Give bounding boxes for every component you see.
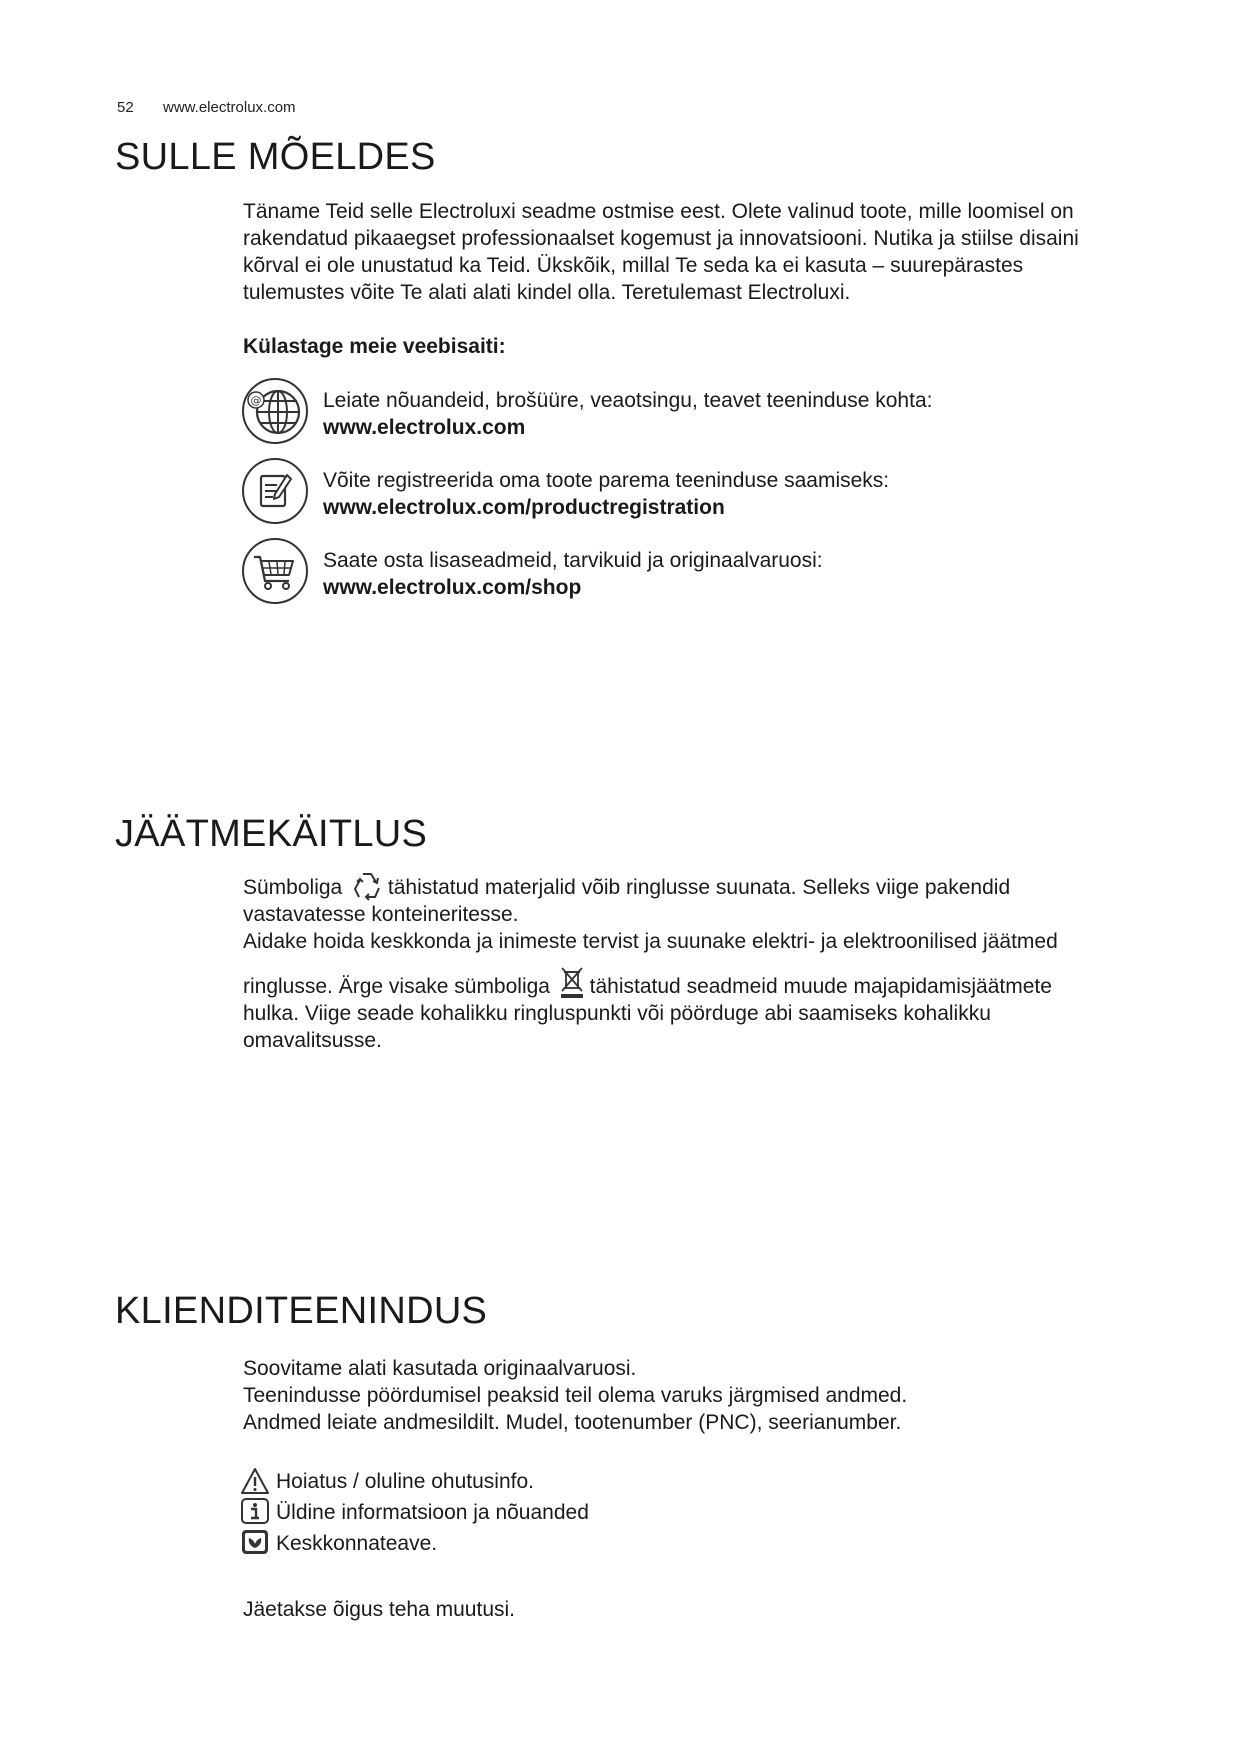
service-description: Leiate nõuandeid, brošüüre, veaotsingu, teavet teeninduse kohta: bbox=[323, 389, 933, 412]
svg-text:@: @ bbox=[250, 394, 262, 407]
service-row-shop bbox=[241, 537, 1141, 605]
waste-line bbox=[243, 869, 1058, 901]
waste-line bbox=[243, 966, 1058, 1000]
waste-paragraph bbox=[243, 869, 1058, 1054]
waste-text: ringlusse. Ärge visake sümboliga bbox=[243, 975, 550, 998]
customer-service-paragraph bbox=[243, 1355, 907, 1436]
intro-line: Täname Teid selle Electroluxi seadme ostmise eest. Olete valinud toote, mille loomisel on bbox=[243, 200, 1074, 223]
section-title-waste-disposal: JÄÄTMEKÄITLUS bbox=[115, 813, 428, 855]
registration-icon bbox=[241, 457, 309, 525]
service-text bbox=[323, 547, 823, 601]
waste-text: tähistatud seadmeid muude majapidamisjäätmete bbox=[589, 975, 1052, 998]
intro-line: rakendatud pikaaegset professionaalset kogemust ja innovatsiooni. Nutika ja stiilse disaini bbox=[243, 227, 1079, 250]
section-title-thinking-of-you: SULLE MÕELDES bbox=[115, 136, 436, 178]
shop-link[interactable]: www.electrolux.com/shop bbox=[323, 576, 582, 599]
visit-website-label: Külastage meie veebisaiti: bbox=[243, 335, 506, 358]
service-description: Võite registreerida oma toote parema teeninduse saamiseks: bbox=[323, 469, 890, 492]
waste-text: tähistatud materjalid võib ringlusse suunata. Selleks viige pakendid bbox=[387, 876, 1011, 899]
product-registration-link[interactable]: www.electrolux.com/productregistration bbox=[323, 496, 725, 519]
legend-text: Hoiatus / oluline ohutusinfo. bbox=[276, 1470, 534, 1493]
waste-line: vastavatesse konteineritesse. bbox=[243, 903, 519, 926]
service-line: Andmed leiate andmesildilt. Mudel, tootenumber (PNC), seerianumber. bbox=[243, 1411, 902, 1434]
legend-text: Üldine informatsioon ja nõuanded bbox=[276, 1501, 589, 1524]
waste-line: hulka. Viige seade kohalikku ringluspunkti või pöörduge abi saamiseks kohalikku bbox=[243, 1002, 991, 1025]
warning-icon bbox=[240, 1466, 270, 1496]
website-link[interactable]: www.electrolux.com bbox=[323, 416, 526, 439]
recycle-icon bbox=[350, 869, 384, 903]
intro-line: tulemustes võite Te alati alati kindel olla. Teretulemast Electroluxi. bbox=[243, 281, 851, 304]
service-line: Soovitame alati kasutada originaalvaruosi. bbox=[243, 1357, 637, 1380]
service-text bbox=[323, 387, 932, 441]
service-row-registration bbox=[241, 457, 1141, 525]
waste-line: omavalitsusse. bbox=[243, 1029, 382, 1052]
waste-text: Sümboliga bbox=[243, 876, 343, 899]
crossed-out-bin-icon bbox=[558, 966, 586, 1000]
environment-icon bbox=[240, 1528, 270, 1558]
page-header bbox=[117, 99, 296, 116]
header-url[interactable]: www.electrolux.com bbox=[163, 99, 296, 116]
legend-text: Keskkonnateave. bbox=[276, 1532, 438, 1555]
shopping-cart-icon bbox=[241, 537, 309, 605]
page-number: 52 bbox=[117, 99, 134, 116]
service-row-website bbox=[241, 377, 1141, 445]
service-description: Saate osta lisaseadmeid, tarvikuid ja originaalvaruosi: bbox=[323, 549, 823, 572]
info-icon bbox=[240, 1497, 270, 1527]
service-line: Teenindusse pöördumisel peaksid teil olema varuks järgmised andmed. bbox=[243, 1384, 908, 1407]
waste-line: Aidake hoida keskkonda ja inimeste tervist ja suunake elektri- ja elektroonilised jäätmed bbox=[243, 930, 1058, 953]
footer-note: Jäetakse õigus teha muutusi. bbox=[243, 1598, 515, 1621]
section-title-customer-service: KLIENDITEENINDUS bbox=[115, 1290, 488, 1332]
intro-line: kõrval ei ole unustatud ka Teid. Ükskõik, millal Te seda ka ei kasuta – suurepärastes bbox=[243, 254, 1024, 277]
intro-paragraph bbox=[243, 198, 1079, 306]
globe-icon bbox=[241, 377, 309, 445]
service-text bbox=[323, 467, 889, 521]
